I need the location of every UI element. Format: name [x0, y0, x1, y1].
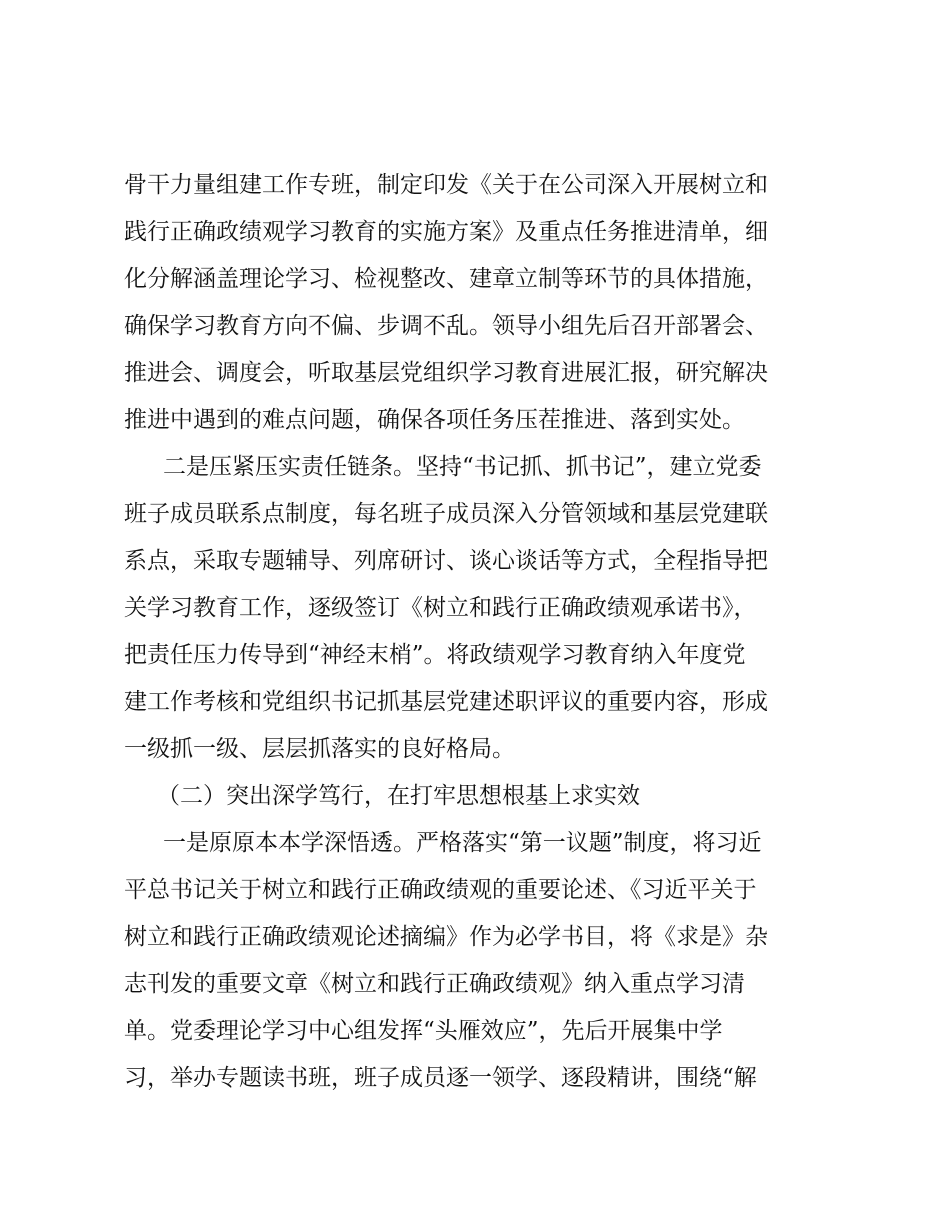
text-line: 践行正确政绩观学习教育的实施方案》及重点任务推进清单，细 — [124, 219, 768, 245]
text-line: 系点，采取专题辅导、列席研讨、谈心谈话等方式，全程指导把 — [124, 548, 768, 574]
text-line: 推进中遇到的难点问题，确保各项任务压茬推进、落到实处。 — [124, 407, 745, 433]
text-line: 一级抓一级、层层抓落实的良好格局。 — [124, 736, 515, 762]
text-line: 平总书记关于树立和践行正确政绩观的重要论述、《习近平关于 — [124, 877, 757, 903]
text-line: 推进会、调度会，听取基层党组织学习教育进展汇报，研究解决 — [124, 360, 768, 386]
paragraph-first-line: 二是压紧压实责任链条。坚持“书记抓、抓书记”，建立党委 — [163, 454, 762, 480]
text-line: 把责任压力传导到“神经末梢”。将政绩观学习教育纳入年度党 — [124, 642, 746, 668]
text-line: 确保学习教育方向不偏、步调不乱。领导小组先后召开部署会、 — [124, 313, 768, 339]
text-line: 树立和践行正确政绩观论述摘编》作为必学书目，将《求是》杂 — [124, 924, 768, 950]
paragraph-first-line: 一是原原本本学深悟透。严格落实“第一议题”制度，将习近 — [163, 830, 762, 856]
text-line: 班子成员联系点制度，每名班子成员深入分管领域和基层党建联 — [124, 501, 768, 527]
text-line: 化分解涵盖理论学习、检视整改、建章立制等环节的具体措施， — [124, 266, 768, 292]
text-line: 建工作考核和党组织书记抓基层党建述职评议的重要内容，形成 — [124, 689, 768, 715]
text-line: 骨干力量组建工作专班，制定印发《关于在公司深入开展树立和 — [124, 172, 768, 198]
text-line: 关学习教育工作，逐级签订《树立和践行正确政绩观承诺书》， — [124, 595, 757, 621]
text-line: 志刊发的重要文章《树立和践行正确政绩观》纳入重点学习清 — [124, 971, 745, 997]
text-line: 单。党委理论学习中心组发挥“头雁效应”，先后开展集中学 — [124, 1018, 723, 1044]
text-line: 习，举办专题读书班，班子成员逐一领学、逐段精讲，围绕“解 — [124, 1065, 757, 1091]
section-heading: （二）突出深学笃行，在打牢思想根基上求实效 — [157, 783, 640, 809]
